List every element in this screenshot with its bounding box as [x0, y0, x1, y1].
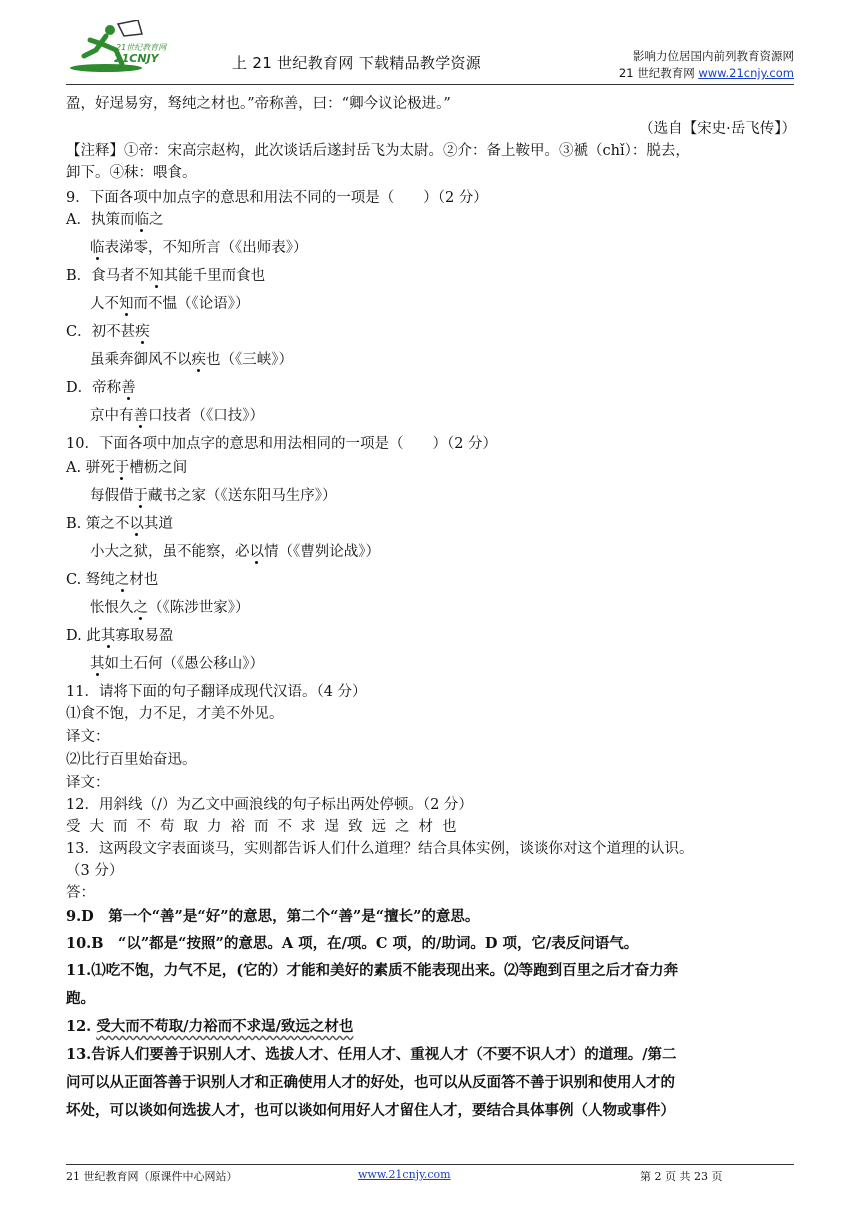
- q10-option-b-compare: 小大之狱，虽不能察，必以情（《曹刿论战》）: [90, 544, 380, 560]
- q11-sentence-2: ⑵比行百里始奋迅。: [66, 752, 197, 768]
- page-header: [0, 0, 860, 92]
- answer-13-line-1: 13.告诉人们要善于识别人才、选拔人才、任用人才、重视人才（不要不识人才）的道理。/第二: [66, 1046, 677, 1063]
- header-site-prefix: 21 世纪教育网: [618, 66, 699, 80]
- svg-text:21世纪教育网: 21世纪教育网: [116, 43, 167, 52]
- header-site-line: [619, 65, 794, 82]
- dotted-char: 善: [121, 380, 136, 396]
- question-10: 10．下面各项中加点字的意思和用法相同的一项是（ ）（2 分）: [66, 436, 498, 452]
- dotted-char: 知: [119, 296, 134, 312]
- question-11: 11．请将下面的句子翻译成现代汉语。（4 分）: [66, 684, 367, 700]
- q10-option-c: C. 驽纯之材也: [66, 572, 159, 588]
- q12-sentence: 受大而不苟取力裕而不求逞致远之材也: [66, 819, 466, 835]
- q10-option-a-compare: 每假借于藏书之家（《送东阳马生序》）: [90, 488, 337, 504]
- q9-option-d-compare: 京中有善口技者（《口技》）: [90, 408, 264, 424]
- answer-13-line-3: 坏处，可以谈如何选拔人才，也可以谈如何用好人才留住人才，要结合具体事例（人物或事件）: [66, 1102, 675, 1119]
- dotted-char: 以: [129, 516, 144, 532]
- q9-option-b: B．食马者不知其能千里而食也: [66, 268, 266, 284]
- dotted-char: 以: [249, 544, 264, 560]
- notes-line-2: 卸下。④秣：喂食。: [66, 165, 197, 181]
- footer-page-number: 第 2 页 共 23 页: [640, 1170, 723, 1183]
- dotted-char: 于: [114, 460, 130, 476]
- dotted-char: 疾: [191, 352, 206, 368]
- wavy-underlined-answer: 受大而不苟取/力裕而不求逞/致远之材也: [96, 1018, 354, 1035]
- answer-prompt: 答：: [66, 885, 95, 901]
- site-logo: [66, 20, 176, 76]
- q10-option-b: B. 策之不以其道: [66, 516, 173, 532]
- q11-sentence-1: ⑴食不饱，力不足，才美不外见。: [66, 706, 284, 722]
- dotted-char: 于: [133, 488, 148, 504]
- footer-left: 21 世纪教育网（原课件中心网站）: [66, 1170, 238, 1183]
- q10-option-d: D. 此其寡取易盈: [66, 628, 174, 644]
- passage-end: 盈，好逞易穷，驽纯之材也。”帝称善，曰：“卿今议论极进。”: [66, 96, 451, 112]
- footer-center: [358, 1168, 451, 1181]
- dotted-char: 其: [90, 656, 105, 672]
- header-rule: [66, 84, 794, 85]
- answer-11-line-2: 跑。: [66, 990, 95, 1007]
- dotted-char: 临: [134, 212, 149, 228]
- question-9: 9．下面各项中加点字的意思和用法不同的一项是（ ）（2 分）: [66, 190, 488, 206]
- dotted-char: 知: [149, 268, 164, 284]
- dotted-char: 善: [133, 408, 148, 424]
- q9-option-a: A．执策而临之: [66, 212, 164, 228]
- header-right: [619, 48, 794, 82]
- answer-13-line-2: 问可以从正面答善于识别人才和正确使用人才的好处，也可以从反面答不善于识别和使用人才的: [66, 1074, 675, 1091]
- q11-translation-2: 译文：: [66, 775, 110, 791]
- q11-translation-1: 译文：: [66, 729, 110, 745]
- dotted-char: 临: [90, 240, 105, 256]
- q9-option-a-compare: 临表涕零，不知所言（《出师表》）: [90, 240, 308, 256]
- answer-12: 12. 受大而不苟取/力裕而不求逞/致远之材也: [66, 1018, 354, 1035]
- q10-option-d-compare: 其如土石何（《愚公移山》）: [90, 656, 264, 672]
- header-site-link[interactable]: www.21cnjy.com: [698, 66, 794, 80]
- q9-option-d: D．帝称善: [66, 380, 136, 396]
- q9-option-c-compare: 虽乘奔御风不以疾也（《三峡》）: [90, 352, 293, 368]
- header-slogan: 影响力位居国内前列教育资源网: [633, 49, 794, 63]
- dotted-char: 疾: [135, 324, 150, 340]
- question-13-points: （3 分）: [66, 863, 124, 879]
- question-12: 12．用斜线（/）为乙文中画浪线的句子标出两处停顿。（2 分）: [66, 797, 473, 813]
- q9-option-b-compare: 人不知而不愠（《论语》）: [90, 296, 250, 312]
- footer-site-link[interactable]: www.21cnjy.com: [358, 1168, 451, 1181]
- q10-option-c-compare: 怅恨久之（《陈涉世家》）: [90, 600, 250, 616]
- question-13: 13．这两段文字表面谈马，实则都告诉人们什么道理？结合具体实例，谈谈你对这个道理的认识。: [66, 841, 694, 857]
- footer-rule: [66, 1164, 794, 1165]
- dotted-char: 之: [133, 600, 148, 616]
- answer-11-line-1: 11.⑴吃不饱，力气不足，(它的）才能和美好的素质不能表现出来。⑵等跑到百里之后才奋力奔: [66, 962, 679, 979]
- q9-option-c: C．初不甚疾: [66, 324, 150, 340]
- dotted-char: 之: [114, 572, 130, 588]
- answer-9: 9.D 第一个“善”是“好”的意思，第二个“善”是“擅长”的意思。: [66, 908, 480, 925]
- header-title: 上 21 世纪教育网 下载精品教学资源: [232, 54, 482, 72]
- answer-10: 10.B “以”都是“按照”的意思。A 项，在/项。C 项，的/助词。D 项，它/表反问语气。: [66, 935, 639, 952]
- q10-option-a: A. 骈死于槽枥之间: [66, 460, 188, 476]
- dotted-char: 其: [100, 628, 116, 644]
- svg-text:21CNJY: 21CNJY: [114, 52, 159, 65]
- notes-line-1: 【注释】①帝：宋高宗赵构，此次谈话后遂封岳飞为太尉。②介：备上鞍甲。③褫（chǐ）：脱去，: [66, 143, 690, 159]
- passage-source: （选自【宋史·岳飞传】）: [639, 121, 796, 137]
